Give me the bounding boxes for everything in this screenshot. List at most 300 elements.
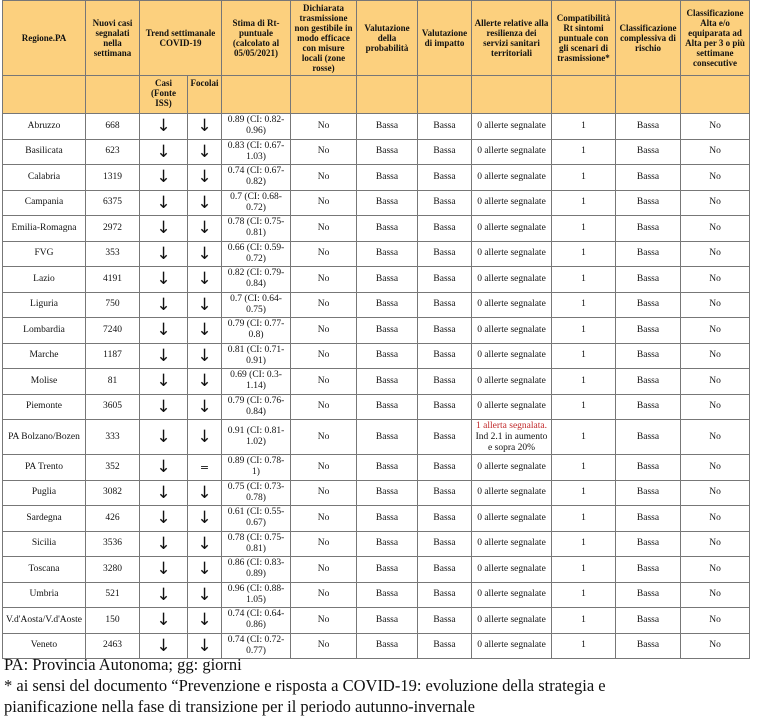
- table-row: [3, 394, 750, 420]
- cases-cell: 333: [86, 420, 140, 455]
- subheader-empty: [418, 76, 472, 114]
- high-cell: No: [681, 267, 750, 293]
- probability-cell: Bassa: [357, 420, 418, 455]
- declared-cell: No: [291, 114, 357, 140]
- impact-cell: Bassa: [418, 165, 472, 191]
- region-cell: Campania: [3, 190, 86, 216]
- arrow-down-icon: ↓: [188, 582, 222, 608]
- classification-cell: Bassa: [616, 267, 681, 293]
- region-cell: Liguria: [3, 292, 86, 318]
- declared-cell: No: [291, 480, 357, 506]
- region-cell: Sardegna: [3, 506, 86, 532]
- header-probability: Valutazione della probabilità: [357, 1, 418, 76]
- high-cell: No: [681, 190, 750, 216]
- high-cell: No: [681, 633, 750, 659]
- header-impact: Valutazione di impatto: [418, 1, 472, 76]
- region-cell: Abruzzo: [3, 114, 86, 140]
- table-row: [3, 531, 750, 557]
- cases-cell: 150: [86, 608, 140, 634]
- table-row: [3, 480, 750, 506]
- subheader-focolai: Focolai: [188, 76, 222, 114]
- footer-note-doc: * ai sensi del documento “Prevenzione e risposta a COVID-19: evoluzione della strategia e: [4, 676, 606, 695]
- arrow-down-icon: ↓: [140, 480, 188, 506]
- arrow-down-icon: ↓: [140, 165, 188, 191]
- table-row: [3, 455, 750, 481]
- declared-cell: No: [291, 369, 357, 395]
- arrow-down-icon: ↓: [188, 531, 222, 557]
- declared-cell: No: [291, 420, 357, 455]
- region-cell: Sicilia: [3, 531, 86, 557]
- cases-cell: 352: [86, 455, 140, 481]
- table-row: [3, 216, 750, 242]
- cases-cell: 3605: [86, 394, 140, 420]
- cases-cell: 3280: [86, 557, 140, 583]
- classification-cell: Bassa: [616, 369, 681, 395]
- arrow-down-icon: ↓: [188, 343, 222, 369]
- alerts-cell: 0 allerte segnalate: [472, 608, 552, 634]
- rt-cell: 0.7 (CI: 0.68-0.72): [222, 190, 291, 216]
- classification-cell: Bassa: [616, 506, 681, 532]
- high-cell: No: [681, 241, 750, 267]
- cases-cell: 3536: [86, 531, 140, 557]
- subheader-empty: [472, 76, 552, 114]
- arrow-down-icon: ↓: [188, 480, 222, 506]
- subheader-casi: Casi (Fonte ISS): [140, 76, 188, 114]
- rt-cell: 0.82 (CI: 0.79-0.84): [222, 267, 291, 293]
- compat-cell: 1: [552, 480, 616, 506]
- declared-cell: No: [291, 139, 357, 165]
- probability-cell: Bassa: [357, 139, 418, 165]
- compat-cell: 1: [552, 531, 616, 557]
- alerts-cell: 0 allerte segnalate: [472, 557, 552, 583]
- arrow-down-icon: ↓: [140, 455, 188, 481]
- arrow-down-icon: ↓: [140, 506, 188, 532]
- impact-cell: Bassa: [418, 190, 472, 216]
- arrow-down-icon: ↓: [188, 608, 222, 634]
- subheader-empty: [357, 76, 418, 114]
- declared-cell: No: [291, 292, 357, 318]
- probability-cell: Bassa: [357, 633, 418, 659]
- rt-cell: 0.7 (CI: 0.64-0.75): [222, 292, 291, 318]
- probability-cell: Bassa: [357, 506, 418, 532]
- region-cell: Marche: [3, 343, 86, 369]
- arrow-down-icon: ↓: [140, 343, 188, 369]
- equal-icon: =: [188, 455, 222, 481]
- compat-cell: 1: [552, 506, 616, 532]
- cases-cell: 2972: [86, 216, 140, 242]
- classification-cell: Bassa: [616, 343, 681, 369]
- header-rt: Stima di Rt-puntuale (calcolato al 05/05/2021): [222, 1, 291, 76]
- declared-cell: No: [291, 216, 357, 242]
- table-row: [3, 165, 750, 191]
- cases-cell: 4191: [86, 267, 140, 293]
- impact-cell: Bassa: [418, 267, 472, 293]
- compat-cell: 1: [552, 292, 616, 318]
- region-cell: Lombardia: [3, 318, 86, 344]
- cases-cell: 1187: [86, 343, 140, 369]
- header-compat: Compatibilità Rt sintomi puntuale con gli scenari di trasmissione*: [552, 1, 616, 76]
- cases-cell: 81: [86, 369, 140, 395]
- impact-cell: Bassa: [418, 557, 472, 583]
- compat-cell: 1: [552, 114, 616, 140]
- declared-cell: No: [291, 557, 357, 583]
- rt-cell: 0.75 (CI: 0.73-0.78): [222, 480, 291, 506]
- alert-flag: 1 allerta segnalata.: [476, 420, 547, 431]
- alerts-cell: 0 allerte segnalate: [472, 506, 552, 532]
- classification-cell: Bassa: [616, 557, 681, 583]
- high-cell: No: [681, 318, 750, 344]
- arrow-down-icon: ↓: [140, 318, 188, 344]
- high-cell: No: [681, 343, 750, 369]
- classification-cell: Bassa: [616, 455, 681, 481]
- rt-cell: 0.89 (CI: 0.78-1): [222, 455, 291, 481]
- risk-table: [2, 0, 750, 659]
- alerts-cell: 0 allerte segnalate: [472, 582, 552, 608]
- header-high: Classificazione Alta e/o equiparata ad Alta per 3 o più settimane consecutive: [681, 1, 750, 76]
- high-cell: No: [681, 165, 750, 191]
- high-cell: No: [681, 114, 750, 140]
- impact-cell: Bassa: [418, 369, 472, 395]
- high-cell: No: [681, 557, 750, 583]
- table-row: [3, 420, 750, 455]
- header-row: [3, 1, 750, 76]
- arrow-down-icon: ↓: [188, 420, 222, 455]
- table-row: [3, 369, 750, 395]
- arrow-down-icon: ↓: [140, 114, 188, 140]
- probability-cell: Bassa: [357, 241, 418, 267]
- cases-cell: 2463: [86, 633, 140, 659]
- table-row: [3, 139, 750, 165]
- table-row: [3, 292, 750, 318]
- subheader-empty: [681, 76, 750, 114]
- rt-cell: 0.83 (CI: 0.67-1.03): [222, 139, 291, 165]
- impact-cell: Bassa: [418, 480, 472, 506]
- table-row: [3, 557, 750, 583]
- high-cell: No: [681, 369, 750, 395]
- subheader-empty: [222, 76, 291, 114]
- table-row: [3, 506, 750, 532]
- header-region: Regione.PA: [3, 1, 86, 76]
- rt-cell: 0.78 (CI: 0.75-0.81): [222, 216, 291, 242]
- rt-cell: 0.81 (CI: 0.71-0.91): [222, 343, 291, 369]
- cases-cell: 3082: [86, 480, 140, 506]
- probability-cell: Bassa: [357, 480, 418, 506]
- cases-cell: 668: [86, 114, 140, 140]
- impact-cell: Bassa: [418, 531, 472, 557]
- probability-cell: Bassa: [357, 369, 418, 395]
- subheader-empty: [86, 76, 140, 114]
- compat-cell: 1: [552, 633, 616, 659]
- rt-cell: 0.91 (CI: 0.81-1.02): [222, 420, 291, 455]
- classification-cell: Bassa: [616, 608, 681, 634]
- table-row: [3, 582, 750, 608]
- probability-cell: Bassa: [357, 394, 418, 420]
- alerts-cell: 0 allerte segnalate: [472, 267, 552, 293]
- region-cell: Calabria: [3, 165, 86, 191]
- table-row: [3, 114, 750, 140]
- subheader-empty: [552, 76, 616, 114]
- compat-cell: 1: [552, 394, 616, 420]
- impact-cell: Bassa: [418, 582, 472, 608]
- alerts-cell: 0 allerte segnalate: [472, 318, 552, 344]
- arrow-down-icon: ↓: [188, 114, 222, 140]
- cases-cell: 521: [86, 582, 140, 608]
- high-cell: No: [681, 480, 750, 506]
- region-cell: Lazio: [3, 267, 86, 293]
- compat-cell: 1: [552, 139, 616, 165]
- probability-cell: Bassa: [357, 114, 418, 140]
- probability-cell: Bassa: [357, 318, 418, 344]
- cases-cell: 426: [86, 506, 140, 532]
- declared-cell: No: [291, 343, 357, 369]
- classification-cell: Bassa: [616, 190, 681, 216]
- high-cell: No: [681, 216, 750, 242]
- table-row: [3, 318, 750, 344]
- region-cell: PA Bolzano/Bozen: [3, 420, 86, 455]
- declared-cell: No: [291, 190, 357, 216]
- alerts-cell: 0 allerte segnalate: [472, 216, 552, 242]
- probability-cell: Bassa: [357, 165, 418, 191]
- probability-cell: Bassa: [357, 557, 418, 583]
- classification-cell: Bassa: [616, 114, 681, 140]
- header-classification: Classificazione complessiva di rischio: [616, 1, 681, 76]
- alerts-cell: [472, 420, 552, 455]
- alerts-cell: 0 allerte segnalate: [472, 455, 552, 481]
- compat-cell: 1: [552, 420, 616, 455]
- arrow-down-icon: ↓: [140, 139, 188, 165]
- declared-cell: No: [291, 394, 357, 420]
- arrow-down-icon: ↓: [188, 506, 222, 532]
- rt-cell: 0.66 (CI: 0.59-0.72): [222, 241, 291, 267]
- arrow-down-icon: ↓: [188, 292, 222, 318]
- arrow-down-icon: ↓: [188, 267, 222, 293]
- arrow-down-icon: ↓: [188, 165, 222, 191]
- rt-cell: 0.69 (CI: 0.3-1.14): [222, 369, 291, 395]
- arrow-down-icon: ↓: [140, 292, 188, 318]
- arrow-down-icon: ↓: [140, 241, 188, 267]
- compat-cell: 1: [552, 216, 616, 242]
- arrow-down-icon: ↓: [188, 139, 222, 165]
- arrow-down-icon: ↓: [188, 557, 222, 583]
- high-cell: No: [681, 506, 750, 532]
- impact-cell: Bassa: [418, 420, 472, 455]
- impact-cell: Bassa: [418, 318, 472, 344]
- high-cell: No: [681, 292, 750, 318]
- region-cell: Umbria: [3, 582, 86, 608]
- classification-cell: Bassa: [616, 420, 681, 455]
- region-cell: Piemonte: [3, 394, 86, 420]
- probability-cell: Bassa: [357, 190, 418, 216]
- region-cell: Emilia-Romagna: [3, 216, 86, 242]
- footer-note-abbrev: PA: Provincia Autonoma; gg: giorni: [4, 655, 242, 674]
- compat-cell: 1: [552, 455, 616, 481]
- table-row: [3, 343, 750, 369]
- arrow-down-icon: ↓: [140, 216, 188, 242]
- arrow-down-icon: ↓: [140, 394, 188, 420]
- impact-cell: Bassa: [418, 394, 472, 420]
- high-cell: No: [681, 582, 750, 608]
- arrow-down-icon: ↓: [140, 633, 188, 659]
- rt-cell: 0.74 (CI: 0.67-0.82): [222, 165, 291, 191]
- subheader-row: [3, 76, 750, 114]
- table-row: [3, 608, 750, 634]
- alerts-cell: 0 allerte segnalate: [472, 633, 552, 659]
- declared-cell: No: [291, 241, 357, 267]
- compat-cell: 1: [552, 267, 616, 293]
- rt-cell: 0.89 (CI: 0.82-0.96): [222, 114, 291, 140]
- rt-cell: 0.78 (CI: 0.75-0.81): [222, 531, 291, 557]
- declared-cell: No: [291, 506, 357, 532]
- declared-cell: No: [291, 531, 357, 557]
- classification-cell: Bassa: [616, 480, 681, 506]
- header-trend: Trend settimanale COVID-19: [140, 1, 222, 76]
- impact-cell: Bassa: [418, 292, 472, 318]
- subheader-empty: [291, 76, 357, 114]
- header-alerts: Allerte relative alla resilienza dei servizi sanitari territoriali: [472, 1, 552, 76]
- alerts-cell: 0 allerte segnalate: [472, 292, 552, 318]
- region-cell: Veneto: [3, 633, 86, 659]
- arrow-down-icon: ↓: [140, 608, 188, 634]
- probability-cell: Bassa: [357, 531, 418, 557]
- arrow-down-icon: ↓: [188, 369, 222, 395]
- subheader-empty: [616, 76, 681, 114]
- compat-cell: 1: [552, 165, 616, 191]
- high-cell: No: [681, 139, 750, 165]
- rt-cell: 0.74 (CI: 0.72-0.77): [222, 633, 291, 659]
- table-row: [3, 241, 750, 267]
- cases-cell: 6375: [86, 190, 140, 216]
- cases-cell: 7240: [86, 318, 140, 344]
- rt-cell: 0.79 (CI: 0.77-0.8): [222, 318, 291, 344]
- classification-cell: Bassa: [616, 216, 681, 242]
- impact-cell: Bassa: [418, 241, 472, 267]
- compat-cell: 1: [552, 582, 616, 608]
- declared-cell: No: [291, 633, 357, 659]
- declared-cell: No: [291, 582, 357, 608]
- header-declared: Dichiarata trasmissione non gestibile in modo efficace con misure locali (zone rosse): [291, 1, 357, 76]
- classification-cell: Bassa: [616, 165, 681, 191]
- arrow-down-icon: ↓: [140, 557, 188, 583]
- arrow-down-icon: ↓: [188, 394, 222, 420]
- arrow-down-icon: ↓: [140, 267, 188, 293]
- classification-cell: Bassa: [616, 394, 681, 420]
- compat-cell: 1: [552, 241, 616, 267]
- classification-cell: Bassa: [616, 139, 681, 165]
- alerts-cell: 0 allerte segnalate: [472, 165, 552, 191]
- alerts-cell: 0 allerte segnalate: [472, 241, 552, 267]
- probability-cell: Bassa: [357, 267, 418, 293]
- region-cell: V.d'Aosta/V.d'Aoste: [3, 608, 86, 634]
- impact-cell: Bassa: [418, 608, 472, 634]
- cases-cell: 1319: [86, 165, 140, 191]
- compat-cell: 1: [552, 318, 616, 344]
- arrow-down-icon: ↓: [188, 318, 222, 344]
- compat-cell: 1: [552, 343, 616, 369]
- impact-cell: Bassa: [418, 114, 472, 140]
- arrow-down-icon: ↓: [188, 633, 222, 659]
- classification-cell: Bassa: [616, 633, 681, 659]
- declared-cell: No: [291, 455, 357, 481]
- rt-cell: 0.96 (CI: 0.88-1.05): [222, 582, 291, 608]
- header-cases: Nuovi casi segnalati nella settimana: [86, 1, 140, 76]
- impact-cell: Bassa: [418, 633, 472, 659]
- compat-cell: 1: [552, 190, 616, 216]
- probability-cell: Bassa: [357, 292, 418, 318]
- classification-cell: Bassa: [616, 582, 681, 608]
- region-cell: PA Trento: [3, 455, 86, 481]
- declared-cell: No: [291, 608, 357, 634]
- arrow-down-icon: ↓: [140, 369, 188, 395]
- declared-cell: No: [291, 165, 357, 191]
- classification-cell: Bassa: [616, 292, 681, 318]
- rt-cell: 0.74 (CI: 0.64-0.86): [222, 608, 291, 634]
- cases-cell: 623: [86, 139, 140, 165]
- impact-cell: Bassa: [418, 139, 472, 165]
- alerts-cell: 0 allerte segnalate: [472, 369, 552, 395]
- probability-cell: Bassa: [357, 343, 418, 369]
- table-row: [3, 267, 750, 293]
- rt-cell: 0.86 (CI: 0.83-0.89): [222, 557, 291, 583]
- region-cell: Basilicata: [3, 139, 86, 165]
- arrow-down-icon: ↓: [140, 190, 188, 216]
- rt-cell: 0.79 (CI: 0.76-0.84): [222, 394, 291, 420]
- arrow-down-icon: ↓: [140, 582, 188, 608]
- probability-cell: Bassa: [357, 608, 418, 634]
- high-cell: No: [681, 608, 750, 634]
- declared-cell: No: [291, 267, 357, 293]
- probability-cell: Bassa: [357, 582, 418, 608]
- impact-cell: Bassa: [418, 216, 472, 242]
- alerts-cell: 0 allerte segnalate: [472, 394, 552, 420]
- compat-cell: 1: [552, 557, 616, 583]
- compat-cell: 1: [552, 369, 616, 395]
- alerts-cell: 0 allerte segnalate: [472, 531, 552, 557]
- impact-cell: Bassa: [418, 343, 472, 369]
- footer-note-doc-cont: pianificazione nella fase di transizione per il periodo autunno-invernale: [4, 697, 475, 716]
- classification-cell: Bassa: [616, 318, 681, 344]
- rt-cell: 0.61 (CI: 0.55-0.67): [222, 506, 291, 532]
- probability-cell: Bassa: [357, 216, 418, 242]
- high-cell: No: [681, 455, 750, 481]
- table-body: [3, 114, 750, 659]
- alerts-cell: 0 allerte segnalate: [472, 139, 552, 165]
- high-cell: No: [681, 531, 750, 557]
- impact-cell: Bassa: [418, 455, 472, 481]
- cases-cell: 750: [86, 292, 140, 318]
- region-cell: Molise: [3, 369, 86, 395]
- region-cell: FVG: [3, 241, 86, 267]
- probability-cell: Bassa: [357, 455, 418, 481]
- classification-cell: Bassa: [616, 241, 681, 267]
- arrow-down-icon: ↓: [140, 531, 188, 557]
- high-cell: No: [681, 394, 750, 420]
- cases-cell: 353: [86, 241, 140, 267]
- declared-cell: No: [291, 318, 357, 344]
- alerts-cell: 0 allerte segnalate: [472, 114, 552, 140]
- classification-cell: Bassa: [616, 531, 681, 557]
- alert-detail: Ind 2.1 in aumento e sopra 20%: [475, 431, 548, 453]
- arrow-down-icon: ↓: [188, 190, 222, 216]
- arrow-down-icon: ↓: [188, 216, 222, 242]
- alerts-cell: 0 allerte segnalate: [472, 480, 552, 506]
- table-row: [3, 190, 750, 216]
- alerts-cell: 0 allerte segnalate: [472, 343, 552, 369]
- region-cell: Toscana: [3, 557, 86, 583]
- impact-cell: Bassa: [418, 506, 472, 532]
- arrow-down-icon: ↓: [140, 420, 188, 455]
- arrow-down-icon: ↓: [188, 241, 222, 267]
- subheader-empty: [3, 76, 86, 114]
